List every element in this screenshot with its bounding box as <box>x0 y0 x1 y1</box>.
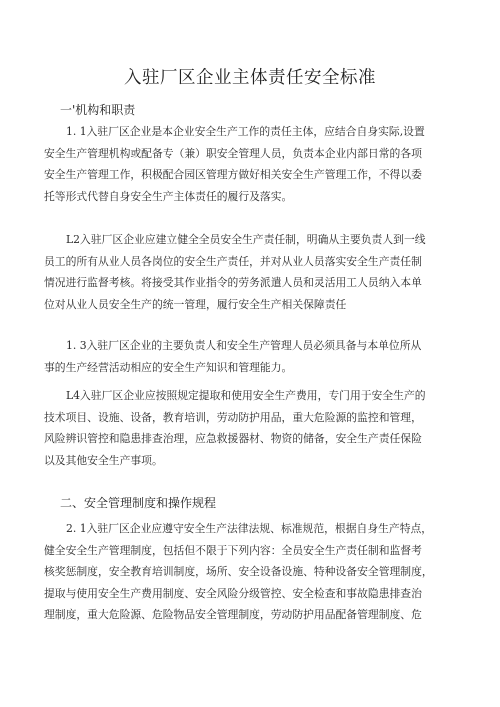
paragraph-line: 事的生产经营活动相应的安全生产知识和管理能力。 <box>44 360 293 374</box>
paragraph-1-4 <box>44 385 464 471</box>
paragraph-line: 2. 1入驻厂区企业应遵守安全生产法律法规、标准规范，根据自身生产特点， <box>66 522 433 535</box>
paragraph-1-2 <box>44 229 464 315</box>
paragraph-line: 安全生产管理工作，积极配合园区管理方做好相关安全生产管理工作，不得以委 <box>44 168 422 181</box>
paragraph-2-1 <box>44 518 464 626</box>
section-heading-1: 一'机构和职责 <box>60 103 136 117</box>
paragraph-1-3 <box>44 335 464 378</box>
paragraph-1-1 <box>44 121 464 207</box>
paragraph-line: 以及其他安全生产事项。 <box>44 453 163 467</box>
section-heading-2: 二、安全管理制度和操作规程 <box>60 496 217 510</box>
paragraph-line: 1. 1入驻厂区企业是本企业安全生产工作的责任主体，应结合自身实际,设置 <box>66 125 425 138</box>
paragraph-line: 健全安全生产管理制度，包括但不限于下列内容：全员安全生产责任制和监督考 <box>44 543 422 557</box>
paragraph-line: 理制度，重大危险源、危险物品安全管理制度，劳动防护用品配备管理制度、危 <box>44 608 422 621</box>
paragraph-line: 技术项目、设施、设备，教育培训，劳动防护用品，重大危险源的监控和管理， <box>44 410 422 424</box>
document-title: 入驻厂区企业主体责任安全标准 <box>124 68 376 88</box>
paragraph-line: L2入驻厂区企业应建立健全全员安全生产责任制，明确从主要负责人到一线 <box>66 233 426 246</box>
paragraph-line: 风险辨识管控和隐患排查治理，应急救援器材、物资的储备，安全生产责任保险 <box>44 432 422 445</box>
paragraph-line: 提取与使用安全生产费用制度、安全风险分级管控、安全检查和事故隐患排查治 <box>44 586 422 600</box>
paragraph-line: 位对从业人员安全生产的统一管理，履行安全生产相关保障责任 <box>44 297 347 311</box>
paragraph-line: 安全生产管理机构或配备专（兼）职安全管理人员，负责本企业内部日常的各项 <box>44 146 422 160</box>
paragraph-line: 托等形式代替自身安全生产主体责任的履行及落实。 <box>44 189 293 203</box>
paragraph-line: 核奖惩制度，安全教育培训制度，场所、安全设备设施、特种设备安全管理制度， <box>44 565 433 578</box>
paragraph-line: 1. 3入驻厂区企业的主要负责人和安全生产管理人员必须具备与本单位所从 <box>66 339 422 352</box>
paragraph-line: 员工的所有从业人员各岗位的安全生产责任，并对从业人员落实安全生产责任制 <box>44 254 422 268</box>
paragraph-line: 情况进行监督考核。将接受其作业指令的劳务派遣人员和灵活用工人员纳入本单 <box>44 276 422 289</box>
paragraph-line: L4入驻厂区企业应按照规定提取和使用安全生产费用，专门用于安全生产的 <box>66 389 426 402</box>
